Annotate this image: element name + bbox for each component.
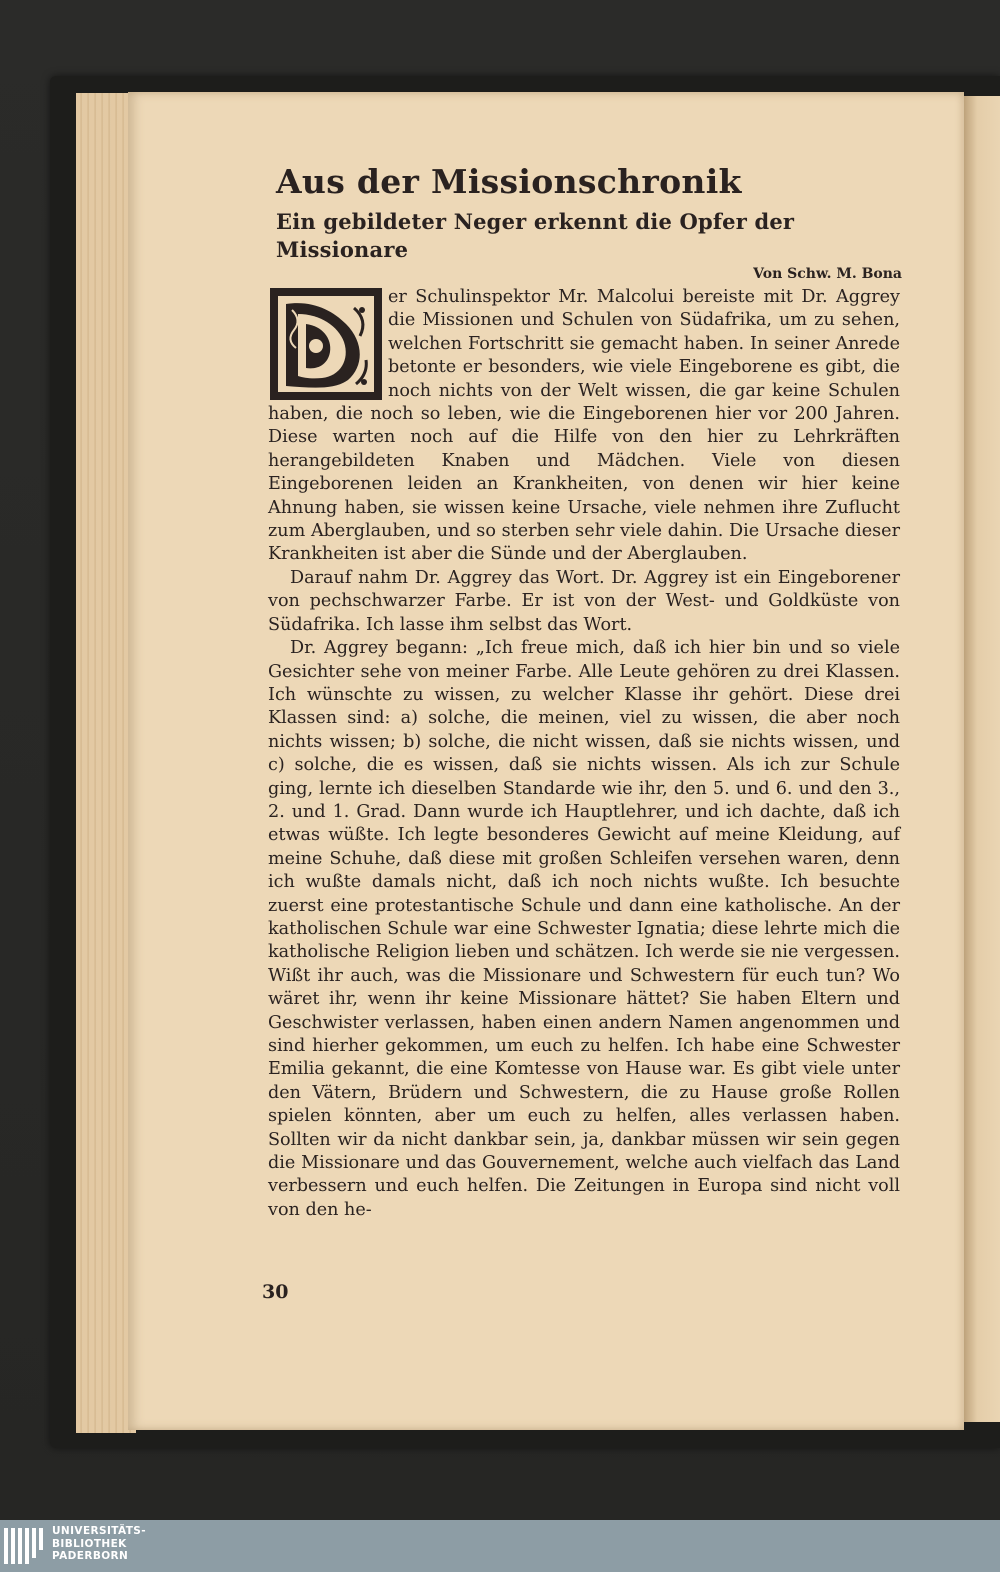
library-name-line-3: PADERBORN <box>52 1550 129 1562</box>
article-body <box>262 286 902 1222</box>
ornamental-initial-d-icon <box>270 288 382 400</box>
paragraph-2: Darauf nahm Dr. Aggrey das Wort. Dr. Aggrey ist ein Eingeborener von pechschwarzer Farbe. Er ist von der West- und Goldküste von Südafrika. Ich lasse ihm selbst das Wort. <box>268 567 900 635</box>
library-footer-bar <box>0 1520 1000 1572</box>
article-title: Aus der Missionschronik <box>276 162 742 201</box>
paragraph-3: Dr. Aggrey begann: „Ich freue mich, daß ich hier bin und so viele Gesichter sehe von meiner Farbe. Alle Leute gehören zu drei Klassen. Ich wünschte zu wissen, zu welcher Klasse ihr gehört. Diese drei Klassen sind: a) solche, die meinen, viel zu wissen, die aber noch nichts wissen; b) solche, die nicht wissen, daß sie nichts wissen, und c) solche, die es wissen, daß sie nichts wissen. Als ich zur Schule ging, lernte ich dieselben Standarde wie ihr, den 5. und 6. und den 3., 2. und 1. Grad. Dann wurde ich Hauptlehrer, und ich dachte, daß ich etwas wüßte. Ich legte besonderes Gewicht auf meine Kleidung, auf meine Schuhe, daß diese mit großen Schleifen versehen waren, denn ich wußte damals nicht, daß ich noch nichts wußte. Ich besuchte zuerst eine protestantische Schule und dann eine katholische. An der katholischen Schule war eine Schwester Ignatia; diese lehrte mich die katholische Religion lieben und schätzen. Ich werde sie nie vergessen. Wißt ihr auch, was die Missionare und Schwestern für euch tun? Wo wäret ihr, wenn ihr keine Missionare hättet? Sie haben Eltern und Geschwister verlassen, haben einen andern Namen angenommen und sind hierher gekommen, um euch zu helfen. Ich habe eine Schwester Emilia gekannt, die eine Komtesse von Hause war. Es gibt viele unter den Vätern, Brüdern und Schwestern, die zu Hause große Rollen spielen könnten, aber um euch zu helfen, alles verlassen haben. Sollten wir da nicht dankbar sein, ja, dankbar müssen wir sein gegen die Missionare und das Gouvernement, welche auch vielfach das Land verbessern und euch helfen. Die Zeitungen in Europa sind nicht voll von den he- <box>268 638 900 1220</box>
library-name-line-2: BIBLIOTHEK <box>52 1537 127 1550</box>
library-logo-icon <box>2 1524 46 1568</box>
article-byline: Von Schw. M. Bona <box>753 266 902 282</box>
facing-page-edge <box>962 96 1000 1422</box>
page-number: 30 <box>262 1281 289 1303</box>
paragraph-1: er Schulinspektor Mr. Malcolui bereiste mit Dr. Aggrey die Missionen und Schulen von Südafrika, um zu sehen, welchen Fortschritt sie gemacht haben. In seiner Anrede betonte er besonders, wie viele Eingeborene es gibt, die noch nichts von der Welt wissen, die gar keine Schulen haben, die noch so leben, wie die Eingeborenen hier vor 200 Jahren. Diese warten noch auf die Hilfe von den hier zu Lehrkräften herangebildeten Knaben und Mädchen. Viele von diesen Eingeborenen leiden an Krankheiten, von denen wir hier keine Ahnung haben, sie wissen keine Ursache, viele nehmen ihre Zuflucht zum Aberglauben, und so sterben sehr viele dahin. Die Ursache dieser Krankheiten ist aber die Sünde und der Aberglauben. <box>268 287 900 565</box>
library-name <box>52 1525 146 1563</box>
library-name-line-1: UNIVERSITÄTS- <box>52 1525 147 1537</box>
page-edges <box>76 93 136 1433</box>
article-subtitle: Ein gebildeter Neger erkennt die Opfer der Missionare <box>276 209 795 262</box>
article <box>262 160 902 1222</box>
